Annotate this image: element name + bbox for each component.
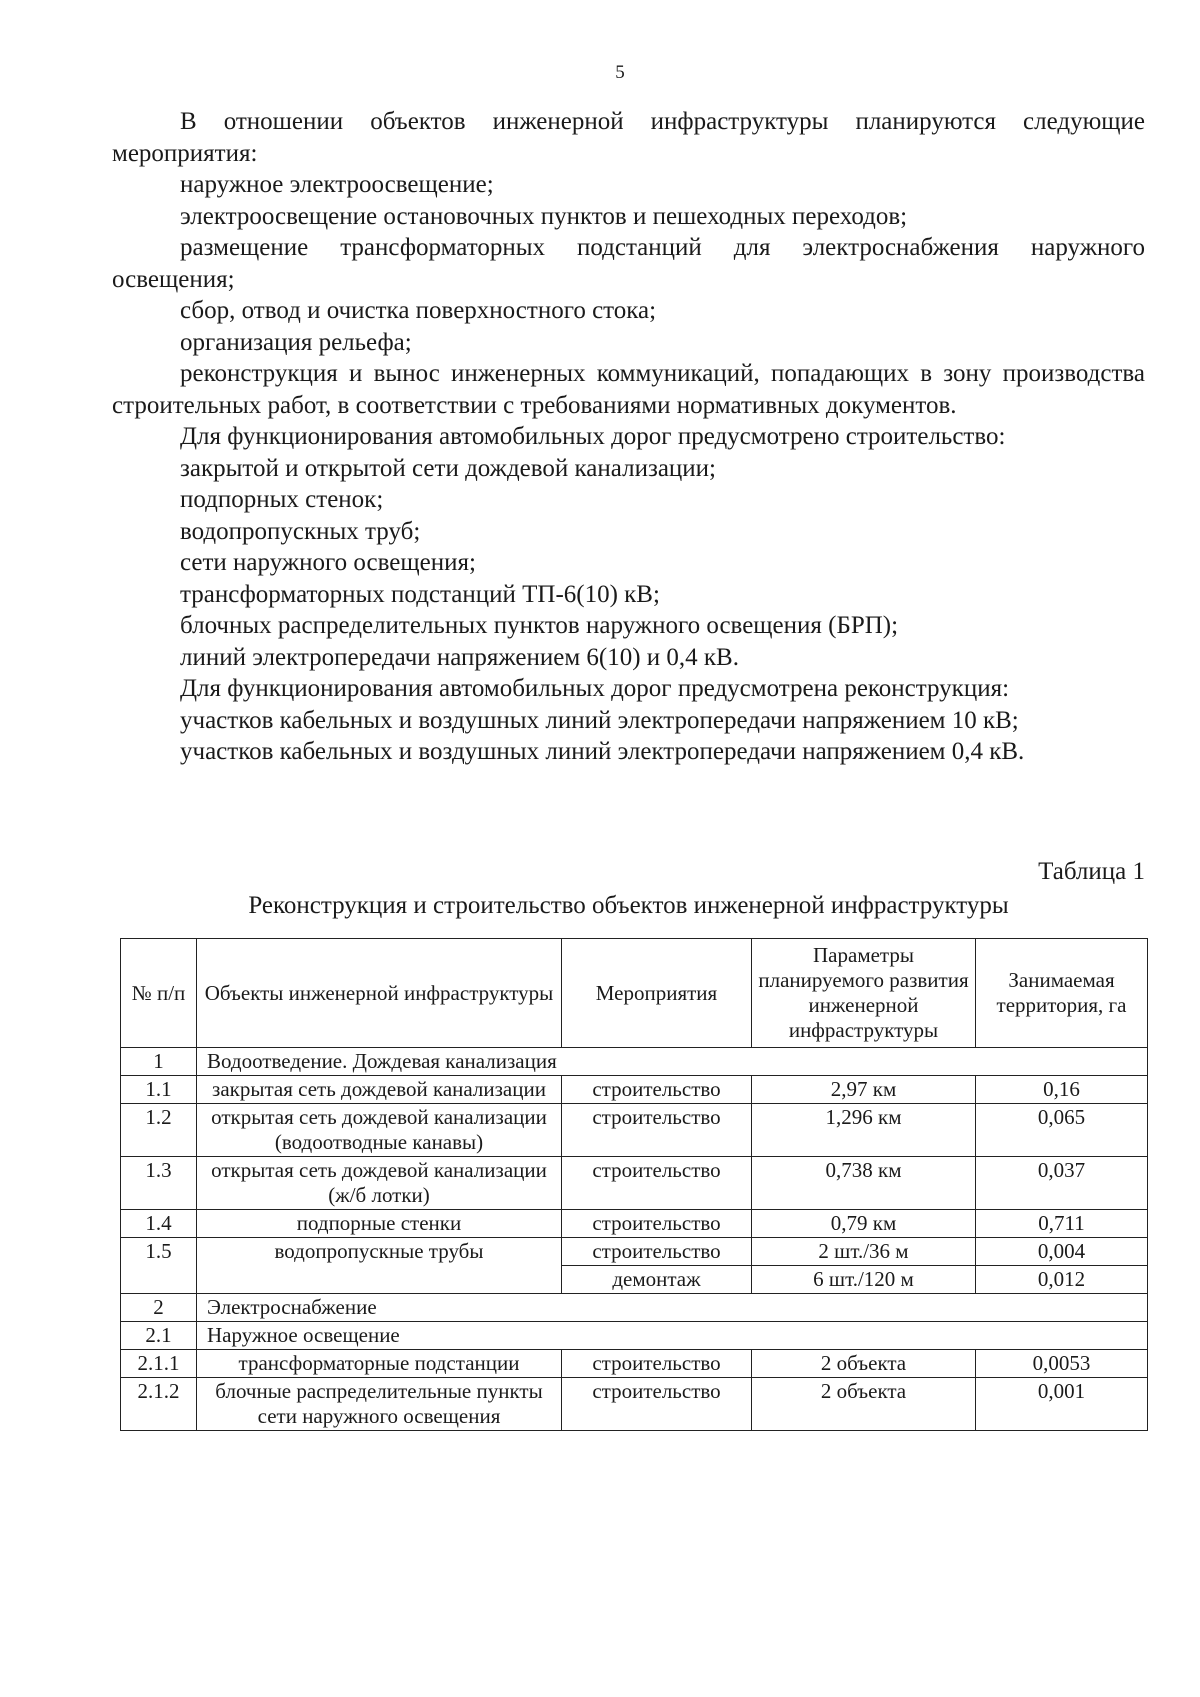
cell-object: открытая сеть дождевой канализации (водоотводные канавы)	[197, 1104, 562, 1157]
list-item: закрытой и открытой сети дождевой канализации;	[180, 454, 716, 482]
header-num: № п/п	[121, 939, 197, 1048]
list-item: блочных распределительных пунктов наружного освещения (БРП);	[180, 612, 899, 639]
cell-area: 0,0053	[976, 1350, 1148, 1378]
cell-params: 2 шт./36 м	[752, 1238, 976, 1266]
table-row	[121, 1104, 1148, 1157]
cell-activity: демонтаж	[562, 1266, 752, 1294]
cell-object: подпорные стенки	[197, 1210, 562, 1238]
cell-num: 1.4	[121, 1210, 197, 1238]
cell-object: водопропускные трубы	[197, 1238, 562, 1294]
list-item: электроосвещение остановочных пунктов и пешеходных переходов;	[180, 202, 908, 230]
infrastructure-table	[120, 938, 1148, 1431]
cell-params: 2,97 км	[752, 1076, 976, 1104]
list-item: организация рельефа;	[180, 328, 412, 356]
paragraph: Для функционирования автомобильных дорог предусмотрено строительство:	[180, 423, 1006, 450]
header-activity: Мероприятия	[562, 939, 752, 1048]
table-row	[121, 1378, 1148, 1431]
list-item: сети наружного освещения;	[180, 549, 476, 576]
section-num: 2.1	[121, 1322, 197, 1350]
section-row	[121, 1322, 1148, 1350]
cell-activity: строительство	[562, 1210, 752, 1238]
cell-object: закрытая сеть дождевой канализации	[197, 1076, 562, 1104]
section-title: Наружное освещение	[197, 1322, 1148, 1350]
section-row	[121, 1294, 1148, 1322]
cell-num: 1.1	[121, 1076, 197, 1104]
list-item: размещение трансформаторных подстанций для электроснабжения наружного освещения;	[112, 234, 1145, 293]
section-title: Водоотведение. Дождевая канализация	[197, 1048, 1148, 1076]
cell-area: 0,065	[976, 1104, 1148, 1157]
table-row	[121, 1350, 1148, 1378]
list-item: сбор, отвод и очистка поверхностного стока;	[180, 297, 657, 324]
cell-num: 2.1.1	[121, 1350, 197, 1378]
cell-activity: строительство	[562, 1076, 752, 1104]
table-row	[121, 1238, 1148, 1266]
list-item: наружное электроосвещение;	[180, 171, 494, 198]
table-row	[121, 1210, 1148, 1238]
header-object: Объекты инженерной инфраструктуры	[197, 939, 562, 1048]
cell-activity: строительство	[562, 1104, 752, 1157]
section-title: Электроснабжение	[197, 1294, 1148, 1322]
cell-area: 0,004	[976, 1238, 1148, 1266]
cell-area: 0,001	[976, 1378, 1148, 1431]
page-number: 5	[615, 62, 625, 83]
table-number: Таблица 1	[1038, 858, 1145, 885]
header-params: Параметры планируемого развития инженерной инфраструктуры	[752, 939, 976, 1048]
header-area: Занимаемая территория, га	[976, 939, 1148, 1048]
table-row	[121, 1157, 1148, 1210]
table-header-row	[121, 939, 1148, 1048]
cell-activity: строительство	[562, 1238, 752, 1266]
list-item: линий электропередачи напряжением 6(10) и 0,4 кВ.	[180, 643, 739, 671]
infrastructure-table-wrapper	[120, 938, 1147, 1431]
table-caption	[112, 855, 1145, 923]
cell-area: 0,037	[976, 1157, 1148, 1210]
paragraph: Для функционирования автомобильных дорог предусмотрена реконструкция:	[180, 675, 1010, 702]
cell-params: 0,738 км	[752, 1157, 976, 1210]
cell-params: 2 объекта	[752, 1378, 976, 1431]
list-item: участков кабельных и воздушных линий электропередачи напряжением 10 кВ;	[180, 706, 1019, 734]
cell-object: трансформаторные подстанции	[197, 1350, 562, 1378]
cell-params: 1,296 км	[752, 1104, 976, 1157]
list-item: подпорных стенок;	[180, 486, 384, 513]
cell-area: 0,711	[976, 1210, 1148, 1238]
cell-params: 0,79 км	[752, 1210, 976, 1238]
cell-activity: строительство	[562, 1157, 752, 1210]
cell-params: 6 шт./120 м	[752, 1266, 976, 1294]
cell-num: 1.3	[121, 1157, 197, 1210]
list-item: трансформаторных подстанций ТП-6(10) кВ;	[180, 580, 660, 608]
cell-params: 2 объекта	[752, 1350, 976, 1378]
cell-num: 2.1.2	[121, 1378, 197, 1431]
cell-object: блочные распределительные пункты сети наружного освещения	[197, 1378, 562, 1431]
cell-activity: строительство	[562, 1378, 752, 1431]
list-item: реконструкция и вынос инженерных коммуникаций, попадающих в зону производства строительных работ, в соответствии с требованиями нормативных документов.	[112, 360, 1145, 419]
table-title: Реконструкция и строительство объектов инженерной инфраструктуры	[248, 892, 1009, 919]
paragraph: В отношении объектов инженерной инфраструктуры планируются следующие мероприятия:	[112, 108, 1145, 167]
table-row	[121, 1076, 1148, 1104]
body-text	[112, 106, 1145, 768]
cell-num: 1.2	[121, 1104, 197, 1157]
list-item: участков кабельных и воздушных линий электропередачи напряжением 0,4 кВ.	[180, 738, 1025, 765]
cell-object: открытая сеть дождевой канализации (ж/б лотки)	[197, 1157, 562, 1210]
list-item: водопропускных труб;	[180, 517, 421, 545]
cell-activity: строительство	[562, 1350, 752, 1378]
section-row	[121, 1048, 1148, 1076]
cell-num: 1.5	[121, 1238, 197, 1294]
section-num: 1	[121, 1048, 197, 1076]
cell-area: 0,16	[976, 1076, 1148, 1104]
section-num: 2	[121, 1294, 197, 1322]
cell-area: 0,012	[976, 1266, 1148, 1294]
